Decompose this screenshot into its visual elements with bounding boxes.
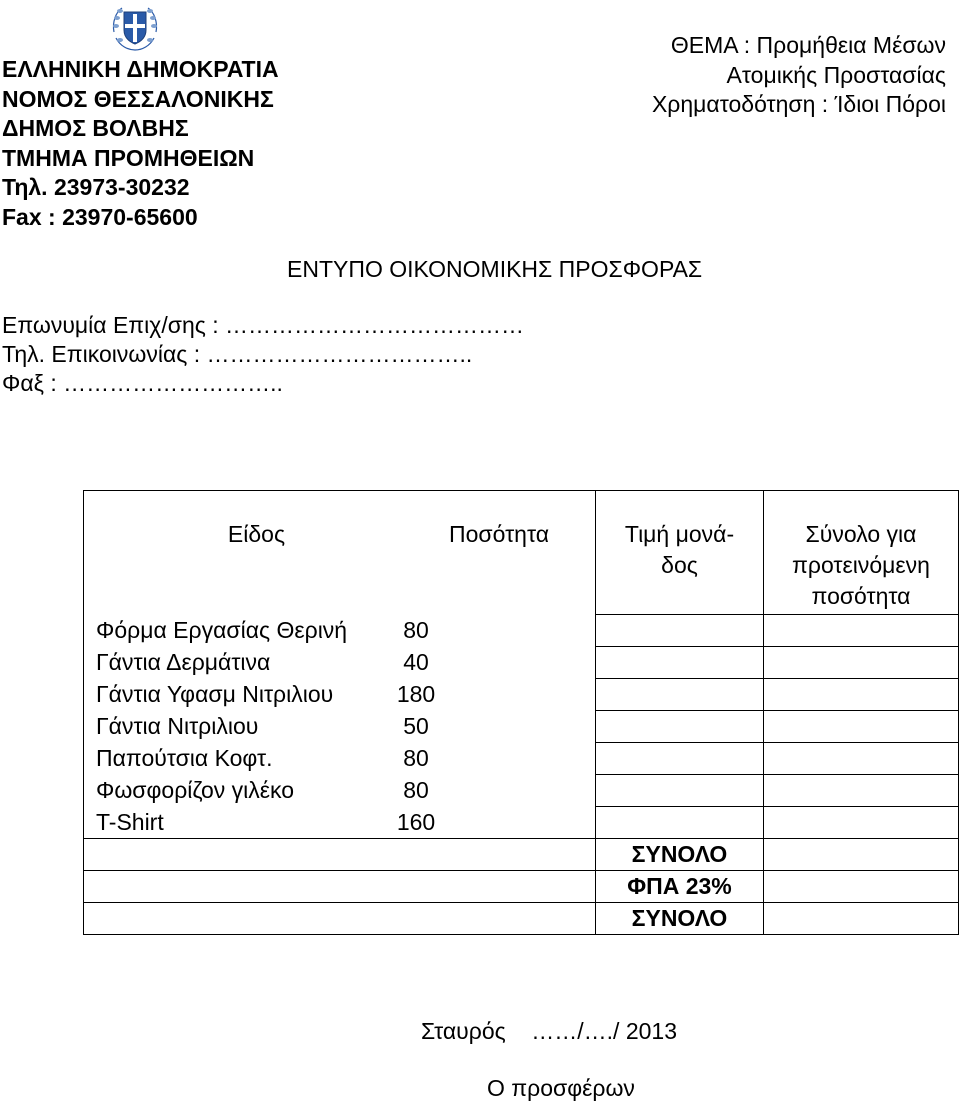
issuer-line: ΝΟΜΟΣ ΘΕΣΣΑΛΟΝΙΚΗΣ bbox=[2, 85, 274, 112]
form-title: ΕΝΤΥΠΟ ΟΙΚΟΝΟΜΙΚΗΣ ΠΡΟΣΦΟΡΑΣ bbox=[287, 256, 703, 282]
offerer-label: Ο προσφέρων bbox=[487, 1075, 635, 1101]
issuer-fax: Fax : 23970-65600 bbox=[2, 203, 198, 230]
table-row bbox=[84, 647, 959, 679]
total-cell bbox=[764, 775, 959, 807]
funding-line: Χρηματοδότηση : Ίδιοι Πόροι bbox=[651, 91, 946, 117]
item-name: Γάντια Νιτριλιου bbox=[96, 712, 259, 739]
total-cell bbox=[764, 711, 959, 743]
issuer-line: ΔΗΜΟΣ ΒΟΛΒΗΣ bbox=[2, 115, 189, 141]
unit-price-cell bbox=[596, 615, 764, 647]
issuer-line: ΕΛΛΗΝΙΚΗ ΔΗΜΟΚΡΑΤΙΑ bbox=[2, 56, 279, 82]
unit-price-cell bbox=[596, 679, 764, 711]
item-quantity: 180 bbox=[396, 680, 436, 707]
vat-cell bbox=[764, 871, 959, 903]
company-fields bbox=[2, 311, 524, 398]
total-cell bbox=[764, 743, 959, 775]
totals-row bbox=[84, 903, 959, 935]
totals-row bbox=[84, 871, 959, 903]
table-row bbox=[84, 711, 959, 743]
item-name: Γάντια Δερμάτινα bbox=[96, 648, 271, 675]
header-item-quantity-cell bbox=[84, 491, 596, 615]
column-header-total: Σύνολο για προτεινόμενη ποσότητα bbox=[764, 491, 959, 615]
column-header-unit-price: Τιμή μονά-δος bbox=[596, 491, 764, 615]
offer-table bbox=[83, 490, 959, 615]
item-quantity: 40 bbox=[403, 648, 429, 675]
table-row bbox=[84, 615, 959, 647]
grand-total-label: ΣΥΝΟΛΟ bbox=[596, 903, 764, 935]
table-row bbox=[84, 679, 959, 711]
issuer-phone: Τηλ. 23973-30232 bbox=[2, 174, 190, 200]
subject-line: Ατομικής Προστασίας bbox=[726, 61, 946, 88]
item-quantity: 80 bbox=[403, 776, 429, 803]
column-header-quantity: Ποσότητα bbox=[449, 521, 549, 547]
item-quantity: 80 bbox=[403, 616, 429, 643]
subtotal-label: ΣΥΝΟΛΟ bbox=[596, 839, 764, 871]
table-row bbox=[84, 807, 959, 839]
table-header-row bbox=[84, 491, 959, 615]
table-row bbox=[84, 743, 959, 775]
subtotal-cell bbox=[764, 839, 959, 871]
issuer-line: ΤΜΗΜΑ ΠΡΟΜΗΘΕΙΩΝ bbox=[2, 144, 255, 171]
place-date: Σταυρός ……/…./ 2013 bbox=[421, 1018, 677, 1044]
item-quantity: 160 bbox=[396, 808, 436, 835]
item-name: Φόρμα Εργασίας Θερινή bbox=[96, 616, 348, 643]
item-name: Γάντια Υφασμ Νιτριλιου bbox=[96, 680, 334, 707]
subject-line: ΘΕΜΑ : Προμήθεια Μέσων bbox=[670, 32, 946, 58]
issuer-block bbox=[2, 55, 279, 232]
total-cell bbox=[764, 807, 959, 839]
item-quantity: 80 bbox=[403, 744, 429, 771]
item-name: T-Shirt bbox=[96, 808, 164, 835]
grand-total-cell bbox=[764, 903, 959, 935]
fax-field: Φαξ : ……………………….. bbox=[2, 370, 283, 396]
total-cell bbox=[764, 679, 959, 711]
company-name-field: Επωνυμία Επιχ/σης : ………………………………… bbox=[2, 312, 524, 338]
column-header-item: Είδος bbox=[227, 521, 286, 547]
contact-phone-field: Τηλ. Επικοινωνίας : …………………………….. bbox=[2, 341, 473, 367]
table-row bbox=[84, 775, 959, 807]
subject-block bbox=[652, 31, 946, 120]
unit-price-cell bbox=[596, 775, 764, 807]
vat-label: ΦΠΑ 23% bbox=[596, 871, 764, 903]
unit-price-cell bbox=[596, 807, 764, 839]
item-name: Φωσφορίζον γιλέκο bbox=[96, 776, 295, 803]
unit-price-cell bbox=[596, 647, 764, 679]
total-cell bbox=[764, 647, 959, 679]
unit-price-cell bbox=[596, 743, 764, 775]
totals-row bbox=[84, 839, 959, 871]
item-quantity: 50 bbox=[403, 712, 429, 739]
greek-coat-of-arms-icon bbox=[108, 2, 162, 52]
unit-price-cell bbox=[596, 711, 764, 743]
item-name: Παπούτσια Κοφτ. bbox=[96, 744, 273, 771]
total-cell bbox=[764, 615, 959, 647]
offer-table-body bbox=[83, 614, 959, 935]
